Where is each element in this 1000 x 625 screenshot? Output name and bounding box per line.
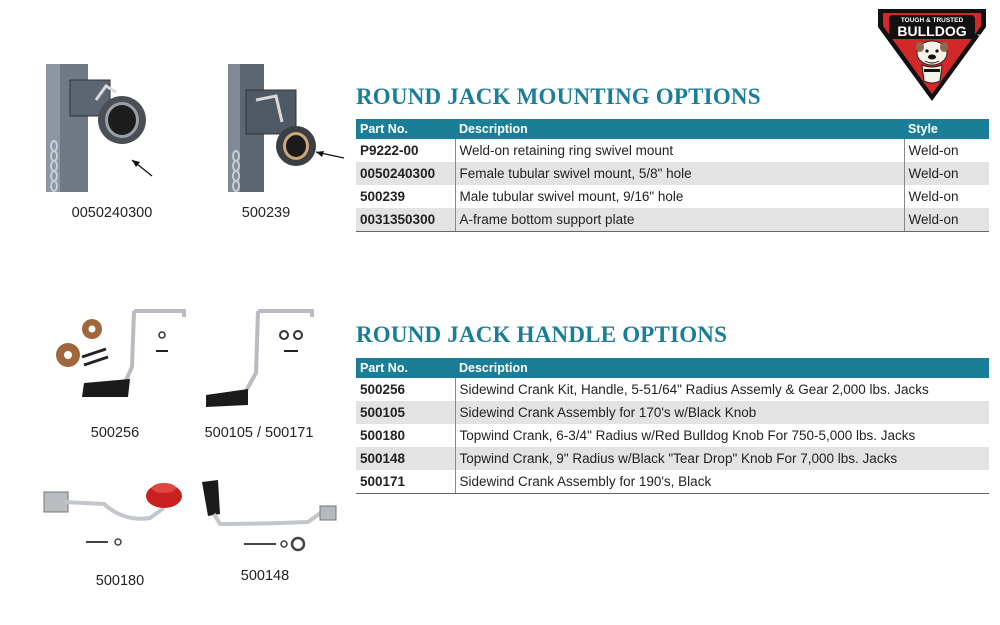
product-image-500105 (200, 305, 326, 415)
table-row (356, 424, 989, 447)
part-number: P9222-00 (360, 143, 419, 158)
handles-section-title: ROUND JACK HANDLE OPTIONS (356, 322, 728, 347)
description: Sidewind Crank Assembly for 190's, Black (455, 470, 989, 494)
table-row (356, 162, 989, 185)
header-style: Style (904, 119, 989, 139)
style: Weld-on (904, 162, 989, 185)
description: Sidewind Crank Kit, Handle, 5-51/64" Radius Assemly & Gear 2,000 lbs. Jacks (455, 378, 989, 401)
caption-500256: 500256 (90, 425, 140, 441)
logo-tm: ™ (977, 34, 982, 40)
description: Weld-on retaining ring swivel mount (455, 139, 904, 162)
style: Weld-on (904, 139, 989, 162)
table-header-row (356, 358, 989, 378)
product-image-500148 (198, 478, 344, 560)
header-part-no: Part No. (356, 358, 455, 378)
description: Female tubular swivel mount, 5/8" hole (455, 162, 904, 185)
caption-500105-500171: 500105 / 500171 (204, 425, 314, 441)
table-row (356, 185, 989, 208)
mounting-section-title: ROUND JACK MOUNTING OPTIONS (356, 84, 761, 109)
header-description: Description (455, 119, 904, 139)
caption-0050240300: 0050240300 (71, 205, 153, 221)
header-description: Description (455, 358, 989, 378)
description: Topwind Crank, 6-3/4" Radius w/Red Bulldog Knob For 750-5,000 lbs. Jacks (455, 424, 989, 447)
product-image-500239 (222, 60, 348, 200)
handle-options-table (356, 358, 989, 494)
bulldog-logo (876, 7, 988, 103)
style: Weld-on (904, 208, 989, 232)
part-number: 500180 (360, 428, 406, 443)
table-row (356, 139, 989, 162)
table-row (356, 470, 989, 494)
part-number: 500239 (360, 189, 406, 204)
logo-tagline: TOUGH & TRUSTED (900, 17, 964, 24)
table-row (356, 378, 989, 401)
style: Weld-on (904, 185, 989, 208)
table-row (356, 401, 989, 424)
part-number: 500148 (356, 447, 455, 470)
caption-500180: 500180 (95, 573, 145, 589)
mounting-options-table (356, 119, 989, 232)
description: Male tubular swivel mount, 9/16" hole (455, 185, 904, 208)
table-row (356, 208, 989, 232)
description: Topwind Crank, 9" Radius w/Black "Tear Drop" Knob For 7,000 lbs. Jacks (455, 447, 989, 470)
description: Sidewind Crank Assembly for 170's w/Black Knob (455, 401, 989, 424)
product-image-500180 (34, 478, 194, 556)
product-image-500256 (48, 305, 188, 407)
caption-500239: 500239 (241, 205, 291, 221)
part-number: 0031350300 (356, 208, 455, 232)
description: A-frame bottom support plate (455, 208, 904, 232)
part-number: 500105 (356, 401, 455, 424)
logo-brand: BULLDOG (897, 23, 967, 39)
part-number: 500171 (356, 470, 455, 494)
part-number: 500256 (360, 382, 406, 397)
caption-500148: 500148 (240, 568, 290, 584)
table-row (356, 447, 989, 470)
part-number: 0050240300 (356, 162, 455, 185)
header-part-no: Part No. (356, 119, 455, 139)
product-image-0050240300 (40, 60, 160, 200)
table-header-row (356, 119, 989, 139)
